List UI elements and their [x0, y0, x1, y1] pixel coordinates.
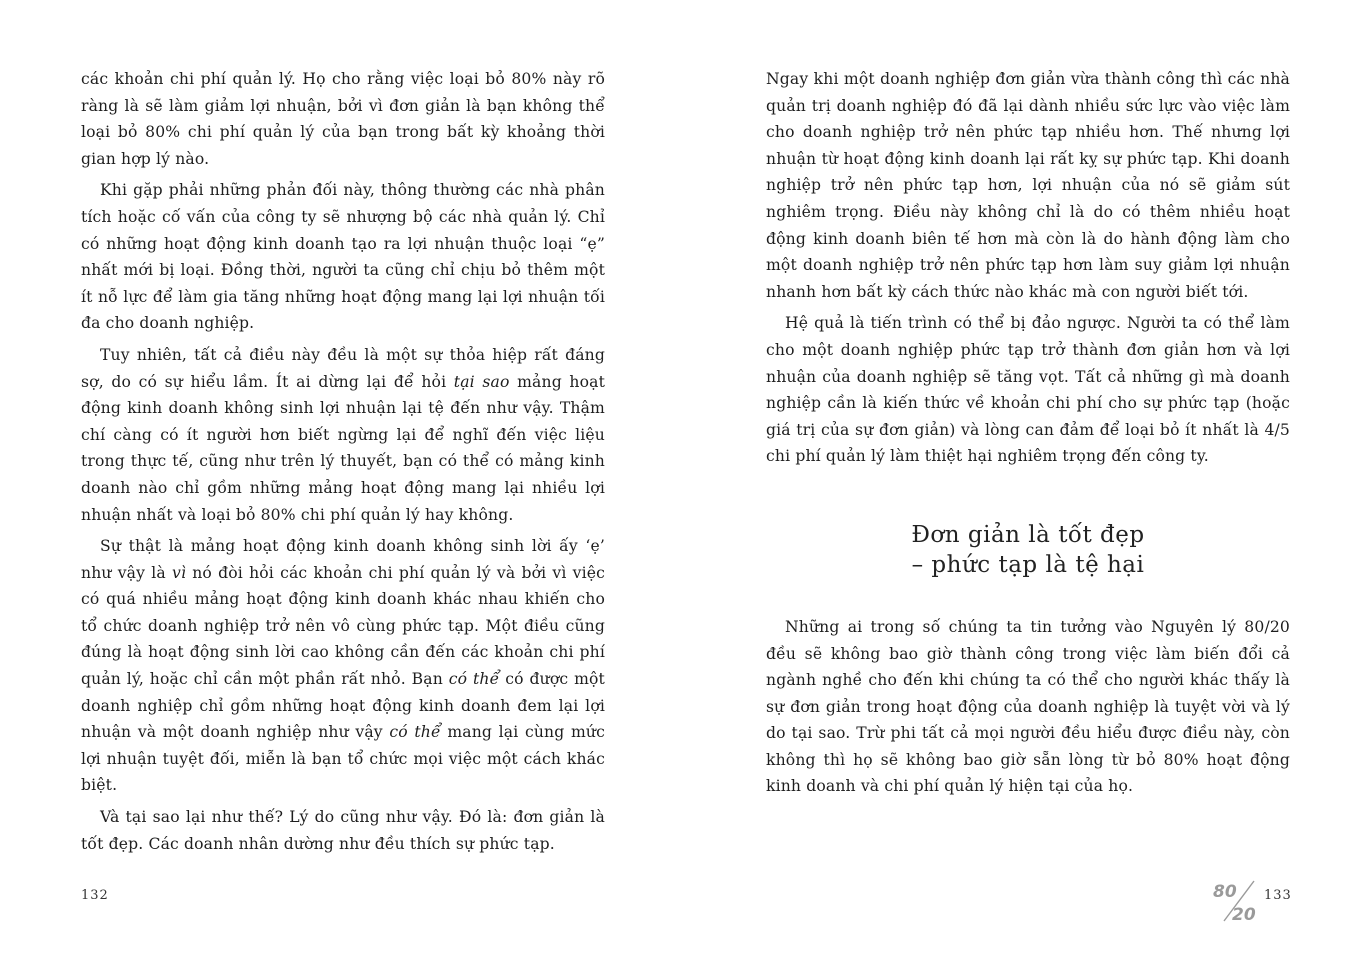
text-run: Sự thật là mảng hoạt động kinh doanh không sinh lời ấy ‘ẹ’ như vậy là — [81, 537, 605, 582]
paragraph — [766, 66, 1290, 305]
80-20-logo-icon — [1210, 878, 1266, 924]
text-run: Và tại sao lại như thế? Lý do cũng như vậy. Đó là: đơn giản là tốt đẹp. Các doanh nhân dường như đều thích sự phức tạp. — [81, 808, 605, 853]
logo-top-number: 80 — [1213, 882, 1237, 902]
text-run: có được một doanh nghiệp chỉ gồm những hoạt động kinh doanh đem lại lợi nhuận và một doanh nghiệp như vậy — [81, 670, 605, 742]
text-run: Những ai trong số chúng ta tin tưởng vào Nguyên lý 80/20 đều sẽ không bao giờ thành công trong việc làm biến đổi cả ngành nghề cho đến khi chúng ta có thể cho người khác thấy là sự đơn giản trong hoạt động của doanh nghiệp là tuyệt vời và lý do tại sao. Trừ phi tất cả mọi người đều hiểu được điều này, còn không thì họ sẽ không bao giờ sẵn lòng từ bỏ 80% hoạt động kinh doanh và chi phí quản lý hiện tại của họ. — [766, 617, 1290, 796]
page-number-right: 133 — [1264, 888, 1292, 903]
right-page — [766, 66, 1290, 805]
text-run: Hệ quả là tiến trình có thể bị đảo ngược. Người ta có thể làm cho một doanh nghiệp phức tạp trở thành đơn giản hơn và lợi nhuận của doanh nghiệp sẽ tăng vọt. Tất cả những gì mà doanh nghiệp cần là kiến thức về khoản chi phí cho sự phức tạp (hoặc giá trị của sự đơn giản) và lòng can đảm để loại bỏ ít nhất là 4/5 chi phí quản lý làm thiệt hại nghiêm trọng đến công ty. — [766, 314, 1290, 466]
right-page-body-top — [766, 66, 1290, 470]
logo-bottom-number: 20 — [1232, 905, 1256, 924]
text-run: các khoản chi phí quản lý. Họ cho rằng việc loại bỏ 80% này rõ ràng là sẽ làm giảm lợi nhuận, bởi vì đơn giản là bạn không thể loại bỏ 80% chi phí quản lý của bạn trong bất kỳ khoảng thời gian hợp lý nào. — [81, 70, 605, 168]
section-heading — [766, 520, 1290, 580]
text-run: nó đòi hỏi các khoản chi phí quản lý và bởi vì việc có quá nhiều mảng hoạt động kinh doanh khác nhau khiến cho tổ chức doanh nghiệp trở nên vô cùng phức tạp. Một điều cũng đúng là hoạt động sinh lời cao không cần đến các khoản chi phí quản lý, hoặc chỉ cần một phần rất nhỏ. Bạn — [81, 563, 606, 689]
italic-text: có thể — [389, 723, 441, 742]
section-heading-line2: – phức tạp là tệ hại — [911, 551, 1145, 578]
left-page-body — [81, 66, 605, 857]
text-run: mảng hoạt động kinh doanh không sinh lợi nhuận lại tệ đến như vậy. Thậm chí càng có ít người hơn biết ngừng lại để nghĩ đến việc liệu trong thực tế, cũng như trên lý thuyết, bạn có thể có mảng kinh doanh nào chỉ gồm những mảng hoạt động mang lại nhiều lợi nhuận nhất và loại bỏ 80% chi phí quản lý hay không. — [81, 372, 605, 524]
paragraph — [81, 177, 605, 337]
text-run: Khi gặp phải những phản đối này, thông thường các nhà phân tích hoặc cố vấn của công ty sẽ nhượng bộ các nhà quản lý. Chỉ có những hoạt động kinh doanh tạo ra lợi nhuận thuộc loại “ẹ” nhất mới bị loại. Đồng thời, người ta cũng chỉ chịu bỏ thêm một ít nỗ lực để làm gia tăng những hoạt động mang lại lợi nhuận tối đa cho doanh nghiệp. — [81, 181, 605, 333]
italic-text: có thể — [448, 670, 500, 689]
text-run: Ngay khi một doanh nghiệp đơn giản vừa thành công thì các nhà quản trị doanh nghiệp đó đã lại dành nhiều sức lực vào việc làm cho doanh nghiệp trở nên phức tạp nhiều hơn. Thế nhưng lợi nhuận từ hoạt động kinh doanh lại rất kỵ sự phức tạp. Khi doanh nghiệp trở nên phức tạp hơn, lợi nhuận của nó sẽ giảm sút nghiêm trọng. Điều này không chỉ là do có thêm nhiều hoạt động kinh doanh biên tế hơn mà còn là do hành động làm cho một doanh nghiệp trở nên phức tạp hơn làm suy giảm lợi nhuận nhanh hơn bất kỳ cách thức nào khác mà con người biết tới. — [766, 70, 1290, 301]
page-number-left: 132 — [81, 888, 109, 903]
paragraph — [81, 342, 605, 528]
paragraph — [766, 614, 1290, 800]
section-heading-line1: Đơn giản là tốt đẹp — [911, 521, 1145, 548]
italic-text: vì — [171, 563, 187, 582]
paragraph — [81, 804, 605, 857]
italic-text: tại sao — [453, 372, 510, 391]
right-page-body-bottom — [766, 614, 1290, 800]
left-page — [81, 66, 605, 862]
paragraph — [81, 533, 605, 799]
paragraph — [766, 310, 1290, 470]
text-run: mang lại cùng mức lợi nhuận tuyệt đối, miễn là bạn tổ chức mọi việc một cách khác biệt. — [81, 723, 605, 795]
paragraph — [81, 66, 605, 172]
text-run: Tuy nhiên, tất cả điều này đều là một sự thỏa hiệp rất đáng sợ, do có sự hiểu lầm. Ít ai dừng lại để hỏi — [81, 345, 605, 391]
